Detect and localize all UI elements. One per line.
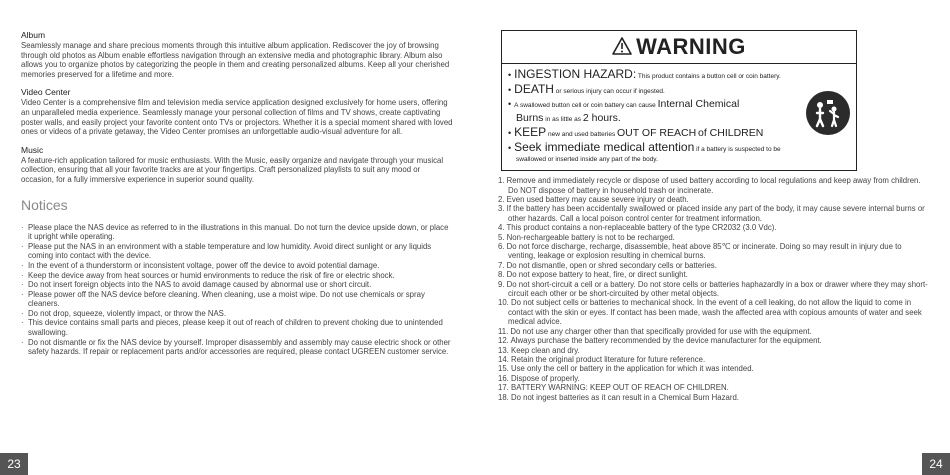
rule-item: 16. Dispose of properly. <box>498 373 580 383</box>
warning-divider <box>502 63 856 64</box>
burns-label-2: Burns <box>516 112 544 125</box>
keep-label: KEEP <box>514 125 547 140</box>
rule-item: 1. Remove and immediately recycle or dispose of used battery according to local regulations and keep away from children. Do NOT dispose of battery in household trash or incinerate. <box>498 176 921 195</box>
warning-line-death: • DEATH or serious injury can occur if ingested. <box>508 82 665 97</box>
warning-line-medical: • Seek immediate medical attention if a battery is suspected to be <box>508 140 781 155</box>
rule-item: 17. BATTERY WARNING: KEEP OUT OF REACH OF CHILDREN. <box>498 383 729 393</box>
warning-line-keep: • KEEP new and used batteries OUT OF REACH of CHILDREN <box>508 125 764 140</box>
rule-item: 6. Do not force discharge, recharge, disassemble, heat above 85℃ or incinerate. Doing so may result in injury due to venting, leakage or explosion resulting in chemical burns. <box>498 242 902 261</box>
page-number-right: 24 <box>922 453 950 475</box>
notice-item: · This device contains small parts and pieces, please keep it out of reach of children to prevent choking due to unintended swallowing. <box>21 318 453 337</box>
out-of-reach-label: OUT OF REACH <box>617 127 697 140</box>
right-page <box>475 0 950 475</box>
rule-item: 10. Do not subject cells or batteries to mechanical shock. In the event of a cell leaking, do not allow the liquid to come in contact with the skin or eyes. If contact has been made, wash the affected area with copious amounts of water and seek medical advice. <box>498 298 922 327</box>
section-title-video-center: Video Center <box>21 87 71 98</box>
warning-lines <box>508 68 853 164</box>
warning-box <box>501 30 857 171</box>
section-body-music: A feature-rich application tailored for music enthusiasts. With the Music, easily organize and navigate through your musical collection, ensuring that all your favorite tracks are at your fingertips. Craft personalized playlists to suit any mood or occasion, for a fully immersive experience in superior sound quality. <box>21 155 444 184</box>
section-album <box>21 30 453 79</box>
of-children-label: of CHILDREN <box>697 127 764 140</box>
burns-label: Internal Chemical <box>657 98 740 111</box>
notice-item: · Please put the NAS in an environment with a stable temperature and low humidity. Avoid direct sunlight or any liquids coming into contact with the device. <box>21 242 453 261</box>
medical-label: Seek immediate medical attention <box>514 140 695 155</box>
rule-item: 13. Keep clean and dry. <box>498 345 580 355</box>
rule-item: 11. Do not use any charger other than that specifically provided for use with the equipment. <box>498 326 812 336</box>
burns-time: 2 hours. <box>582 112 621 125</box>
page-number-left: 23 <box>0 453 28 475</box>
warning-line-ingestion: • INGESTION HAZARD: This product contains a button cell or coin battery. <box>508 67 781 82</box>
section-music <box>21 145 453 185</box>
rule-item: 7. Do not dismantle, open or shred secondary cells or batteries. <box>498 260 717 270</box>
warning-line-medical-cont: swallowed or inserted inside any part of the body. <box>516 156 658 164</box>
rule-item: 2. Even used battery may cause severe injury or death. <box>498 195 689 204</box>
warning-line-burns: • A swallowed button cell or coin battery can cause Internal Chemical <box>508 98 740 111</box>
ingestion-hazard-label: INGESTION HAZARD: <box>514 67 637 82</box>
death-label: DEATH <box>514 82 554 97</box>
notices-list <box>21 223 453 357</box>
notice-item: · In the event of a thunderstorm or inconsistent voltage, power off the device to avoid potential damage. <box>21 261 453 271</box>
warning-title: WARNING <box>636 34 746 59</box>
rule-item: 9. Do not short-circuit a cell or a battery. Do not store cells or batteries haphazardly in a box or drawer where they may short-circuit each other or be short-circuited by other metal objects. <box>498 279 928 299</box>
section-body-album: Seamlessly manage and share precious moments through this intuitive album application. Rediscover the joy of browsing through old photos as Album enable effortless navigation through an extensive media and photographic library. Album also allows you to organize photos by categorizing the people in them and creating personalized albums. Keep all your cherished memories preserved for a lifetime and more. <box>21 41 450 79</box>
section-video-center <box>21 87 453 136</box>
medical-text: if a battery is suspected to be <box>696 146 781 154</box>
rule-item: 15. Use only the cell or battery in the application for which it was intended. <box>498 364 754 374</box>
notice-item: · Please place the NAS device as referred to in the illustrations in this manual. Do not turn the device upside down, or place it upright while operating. <box>21 223 453 242</box>
rule-item: 14. Retain the original product literature for future reference. <box>498 354 706 364</box>
child-reaching-icon <box>806 91 850 135</box>
burns-time-text: in as little as <box>545 116 582 124</box>
warning-triangle-icon <box>612 36 632 60</box>
notice-item: · Do not drop, squeeze, violently impact, or throw the NAS. <box>21 309 453 319</box>
warning-line-burns-cont <box>508 112 853 126</box>
rule-item: 4. This product contains a non-replaceable battery of the type CR2032 (3.0 Vdc). <box>498 223 777 233</box>
notice-item: · Do not insert foreign objects into the NAS to avoid damage caused by abnormal use or short circuit. <box>21 280 453 290</box>
rule-item: 18. Do not ingest batteries as it can result in a Chemical Burn Hazard. <box>498 392 739 402</box>
section-title-album: Album <box>21 30 46 40</box>
keep-text: new and used batteries <box>547 131 616 139</box>
notice-item: · Keep the device away from heat sources or humid environments to reduce the risk of fire or electric shock. <box>21 271 453 281</box>
battery-rules-list <box>498 176 930 402</box>
rule-item: 3. If the battery has been accidentally swallowed or placed inside any part of the body, it may cause severe internal burns or other hazards. Call a local poison control center for treatment information. <box>498 204 925 223</box>
rule-item: 5. Non-rechargeable battery is not to be recharged. <box>498 232 675 242</box>
rule-item: 12. Always purchase the battery recommended by the device manufacturer for the equipment. <box>498 336 822 346</box>
section-body-video-center: Video Center is a comprehensive film and television media service application designed exclusively for home users, offering an unparalleled media experience. Seamlessly manage your personal collection of films and TV shows, create captivating poster walls, and easily project your favorite content onto TVs or projectors. Whether it is a special moment shared with loved ones or videos of a private getaway, the Video Center promises an unforgettable audio-visual adventure for all. <box>21 98 453 137</box>
notices-heading: Notices <box>21 196 68 213</box>
ingestion-hazard-text: This product contains a button cell or coin battery. <box>637 73 781 81</box>
section-title-music: Music <box>21 144 44 155</box>
warning-header <box>508 35 850 60</box>
burns-text-1: A swallowed button cell or coin battery can cause <box>514 102 656 110</box>
notice-item: · Do not dismantle or fix the NAS device by yourself. Improper disassembly and assembly may cause electric shock or other safety hazards. If repair or replacement parts and/or accessories are required, please contact UGREEN customer service. <box>21 338 453 357</box>
notice-item: · Please power off the NAS device before cleaning. When cleaning, use a moist wipe. Do not use chemicals or spray cleaners. <box>21 290 453 309</box>
rule-item: 8. Do not expose battery to heat, fire, or direct sunlight. <box>498 270 688 280</box>
death-text: or serious injury can occur if ingested. <box>555 88 665 96</box>
